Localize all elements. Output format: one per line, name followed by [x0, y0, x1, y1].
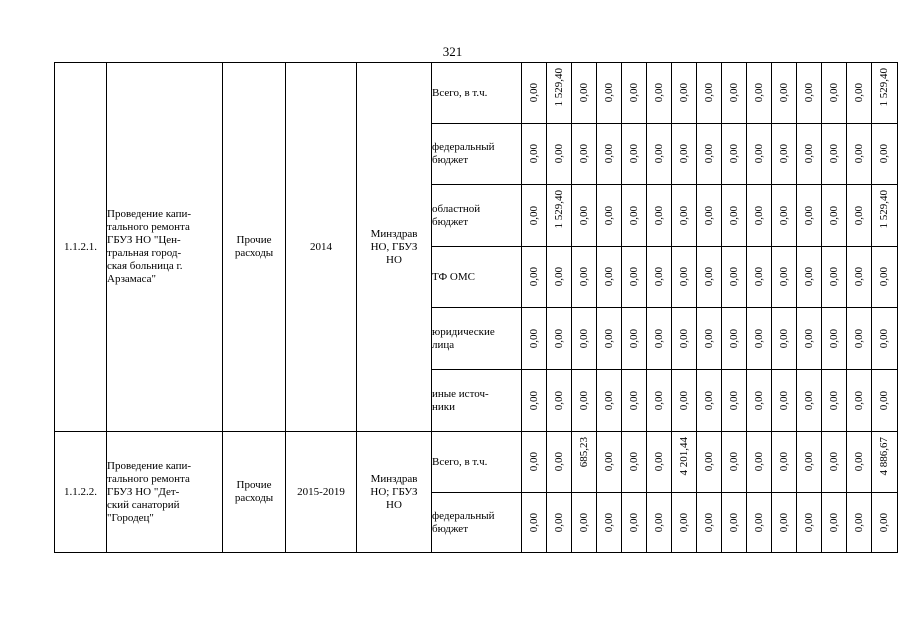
value-cell: [672, 185, 697, 247]
value-text: 0,00: [652, 205, 665, 226]
value-cell: [647, 124, 672, 185]
value-cell: [747, 185, 772, 247]
value-text: 0,00: [727, 267, 740, 287]
value-cell: [697, 124, 722, 185]
value-text: 0,00: [852, 390, 865, 411]
value-text: 0,00: [702, 452, 715, 472]
expense-type: Прочие расходы: [223, 63, 286, 432]
value-cell: [747, 432, 772, 493]
value-text: 0,00: [802, 267, 815, 287]
value-text: 0,00: [527, 452, 540, 472]
value-cell: [622, 124, 647, 185]
value-text: 0,00: [802, 83, 815, 103]
value-cell: [622, 63, 647, 124]
value-cell: [872, 185, 898, 247]
value-cell: [722, 432, 747, 493]
page-number: 321: [442, 44, 463, 59]
value-cell: [722, 370, 747, 432]
value-text: 4 886,67: [878, 436, 890, 475]
value-cell: [697, 308, 722, 370]
value-cell: [822, 63, 847, 124]
value-cell: [822, 493, 847, 553]
value-cell: [672, 63, 697, 124]
value-text: 0,00: [652, 267, 665, 287]
value-cell: [872, 370, 898, 432]
value-text: 0,00: [777, 205, 790, 226]
funding-source: областной бюджет: [432, 185, 522, 247]
value-text: 0,00: [677, 328, 690, 349]
value-cell: [872, 247, 898, 308]
value-cell: [822, 185, 847, 247]
value-cell: [772, 370, 797, 432]
value-cell: [872, 432, 898, 493]
value-text: 1 529,40: [552, 67, 565, 106]
value-cell: [522, 370, 547, 432]
value-text: 0,00: [602, 512, 615, 533]
value-text: 0,00: [627, 205, 640, 226]
value-cell: [572, 63, 597, 124]
value-text: 0,00: [802, 452, 815, 472]
funding-source: иные источ- ники: [432, 370, 522, 432]
value-cell: [547, 432, 572, 493]
value-text: 0,00: [677, 144, 690, 164]
value-text: 0,00: [577, 512, 590, 533]
value-cell: [572, 247, 597, 308]
value-cell: [797, 493, 822, 553]
item-code: 1.1.2.1.: [55, 63, 107, 432]
value-cell: [847, 493, 872, 553]
value-cell: [697, 63, 722, 124]
value-cell: [597, 493, 622, 553]
value-cell: [772, 493, 797, 553]
table-row: [55, 432, 898, 493]
value-cell: [847, 432, 872, 493]
value-cell: [847, 63, 872, 124]
value-text: 0,00: [552, 390, 565, 411]
value-cell: [747, 247, 772, 308]
item-name: Проведение капи- тального ремонта ГБУЗ НО "Цен- тральная город- ская больница г. Арзамаса": [107, 63, 223, 432]
value-cell: [572, 308, 597, 370]
value-cell: [597, 185, 622, 247]
value-text: 0,00: [677, 267, 690, 287]
value-text: 0,00: [577, 144, 590, 164]
value-text: 0,00: [852, 512, 865, 533]
value-cell: [572, 493, 597, 553]
value-cell: [672, 308, 697, 370]
value-cell: [772, 247, 797, 308]
value-cell: [772, 185, 797, 247]
value-cell: [597, 370, 622, 432]
value-cell: [647, 63, 672, 124]
value-text: 0,00: [827, 452, 840, 472]
executor: Минздрав НО, ГБУЗ НО: [357, 63, 432, 432]
value-cell: [722, 63, 747, 124]
value-text: 0,00: [777, 83, 790, 103]
table-row: [55, 63, 898, 124]
value-cell: [522, 185, 547, 247]
value-cell: [522, 124, 547, 185]
value-cell: [872, 63, 898, 124]
funding-source: Всего, в т.ч.: [432, 432, 522, 493]
value-text: 0,00: [852, 452, 865, 472]
value-text: 0,00: [702, 512, 715, 533]
value-cell: [722, 185, 747, 247]
value-cell: [522, 308, 547, 370]
value-text: 0,00: [827, 267, 840, 287]
value-cell: [747, 308, 772, 370]
value-text: 0,00: [777, 512, 790, 533]
value-cell: [647, 308, 672, 370]
value-cell: [797, 185, 822, 247]
value-text: 0,00: [577, 205, 590, 226]
value-text: 4 201,44: [677, 436, 690, 475]
value-cell: [547, 124, 572, 185]
value-cell: [697, 185, 722, 247]
value-cell: [647, 493, 672, 553]
value-text: 0,00: [727, 144, 740, 164]
value-text: 0,00: [727, 390, 740, 411]
value-cell: [622, 370, 647, 432]
value-text: 0,00: [827, 144, 840, 164]
item-code: 1.1.2.2.: [55, 432, 107, 553]
value-cell: [547, 370, 572, 432]
value-text: 0,00: [552, 144, 565, 164]
value-cell: [822, 247, 847, 308]
value-text: 0,00: [602, 205, 615, 226]
value-text: 0,00: [802, 144, 815, 164]
value-text: 685,23: [577, 436, 590, 467]
value-text: 0,00: [852, 267, 865, 287]
value-text: 0,00: [827, 328, 840, 349]
value-cell: [522, 247, 547, 308]
value-text: 0,00: [752, 267, 765, 287]
value-cell: [572, 370, 597, 432]
funding-source: Всего, в т.ч.: [432, 63, 522, 124]
value-text: 0,00: [552, 512, 565, 533]
value-cell: [547, 493, 572, 553]
value-cell: [772, 432, 797, 493]
value-text: 0,00: [777, 328, 790, 349]
value-cell: [522, 493, 547, 553]
value-text: 0,00: [777, 390, 790, 411]
value-text: 0,00: [702, 267, 715, 287]
value-cell: [847, 370, 872, 432]
value-text: 0,00: [727, 512, 740, 533]
table-body: [55, 63, 898, 553]
value-text: 0,00: [627, 512, 640, 533]
value-cell: [747, 63, 772, 124]
value-cell: [872, 124, 898, 185]
value-text: 0,00: [752, 144, 765, 164]
value-cell: [547, 308, 572, 370]
value-text: 0,00: [677, 512, 690, 533]
value-cell: [597, 308, 622, 370]
value-cell: [872, 308, 898, 370]
executor: Минздрав НО; ГБУЗ НО: [357, 432, 432, 553]
value-text: 0,00: [727, 83, 740, 103]
value-text: 0,00: [652, 144, 665, 164]
value-text: 0,00: [627, 390, 640, 411]
value-text: 0,00: [878, 328, 890, 349]
value-cell: [622, 432, 647, 493]
value-text: 0,00: [827, 390, 840, 411]
budget-table: [54, 62, 898, 553]
value-text: 1 529,40: [878, 67, 890, 106]
value-cell: [697, 493, 722, 553]
value-text: 0,00: [727, 205, 740, 226]
value-text: 0,00: [852, 328, 865, 349]
value-text: 0,00: [577, 390, 590, 411]
value-text: 0,00: [602, 83, 615, 103]
value-text: 0,00: [602, 452, 615, 472]
value-text: 1 529,40: [878, 189, 890, 228]
value-text: 0,00: [878, 267, 890, 287]
value-text: 0,00: [752, 328, 765, 349]
value-cell: [547, 63, 572, 124]
value-cell: [847, 124, 872, 185]
value-text: 0,00: [852, 144, 865, 164]
value-text: 0,00: [802, 390, 815, 411]
value-text: 0,00: [878, 390, 890, 411]
value-cell: [847, 185, 872, 247]
value-cell: [572, 124, 597, 185]
value-cell: [722, 308, 747, 370]
value-text: 0,00: [777, 144, 790, 164]
value-text: 0,00: [602, 328, 615, 349]
value-cell: [672, 124, 697, 185]
value-text: 0,00: [627, 144, 640, 164]
value-cell: [647, 247, 672, 308]
value-text: 0,00: [702, 390, 715, 411]
funding-source: федеральный бюджет: [432, 493, 522, 553]
value-cell: [722, 124, 747, 185]
value-text: 0,00: [852, 205, 865, 226]
value-cell: [522, 63, 547, 124]
value-text: 0,00: [527, 267, 540, 287]
value-cell: [672, 493, 697, 553]
value-cell: [772, 63, 797, 124]
value-cell: [797, 63, 822, 124]
value-cell: [872, 493, 898, 553]
value-cell: [597, 432, 622, 493]
value-text: 0,00: [702, 328, 715, 349]
value-cell: [797, 432, 822, 493]
value-cell: [647, 432, 672, 493]
value-text: 0,00: [752, 205, 765, 226]
value-text: 0,00: [777, 452, 790, 472]
value-cell: [797, 370, 822, 432]
value-text: 0,00: [727, 328, 740, 349]
value-text: 0,00: [827, 205, 840, 226]
value-text: 0,00: [527, 205, 540, 226]
value-text: 0,00: [527, 144, 540, 164]
value-text: 0,00: [727, 452, 740, 472]
value-cell: [747, 124, 772, 185]
value-text: 1 529,40: [552, 189, 565, 228]
funding-source: ТФ ОМС: [432, 247, 522, 308]
value-cell: [797, 308, 822, 370]
value-cell: [797, 247, 822, 308]
item-name: Проведение капи- тального ремонта ГБУЗ НО "Дет- ский санаторий "Городец": [107, 432, 223, 553]
funding-source: юридические лица: [432, 308, 522, 370]
years: 2015-2019: [286, 432, 357, 553]
value-text: 0,00: [577, 83, 590, 103]
funding-source: федеральный бюджет: [432, 124, 522, 185]
value-text: 0,00: [752, 452, 765, 472]
value-text: 0,00: [602, 390, 615, 411]
value-cell: [722, 493, 747, 553]
value-cell: [747, 493, 772, 553]
value-text: 0,00: [752, 83, 765, 103]
value-cell: [597, 124, 622, 185]
value-text: 0,00: [702, 205, 715, 226]
value-text: 0,00: [627, 267, 640, 287]
value-cell: [672, 370, 697, 432]
value-text: 0,00: [527, 390, 540, 411]
value-cell: [672, 247, 697, 308]
value-cell: [597, 63, 622, 124]
value-text: 0,00: [878, 144, 890, 164]
value-text: 0,00: [552, 328, 565, 349]
value-cell: [822, 432, 847, 493]
value-text: 0,00: [527, 512, 540, 533]
value-text: 0,00: [827, 83, 840, 103]
value-text: 0,00: [752, 390, 765, 411]
value-text: 0,00: [577, 328, 590, 349]
value-text: 0,00: [627, 83, 640, 103]
value-text: 0,00: [802, 205, 815, 226]
value-cell: [847, 308, 872, 370]
value-text: 0,00: [827, 512, 840, 533]
value-text: 0,00: [677, 83, 690, 103]
value-cell: [822, 308, 847, 370]
value-cell: [622, 308, 647, 370]
value-text: 0,00: [627, 452, 640, 472]
value-cell: [547, 185, 572, 247]
value-text: 0,00: [527, 328, 540, 349]
value-text: 0,00: [752, 512, 765, 533]
value-cell: [697, 432, 722, 493]
value-text: 0,00: [852, 83, 865, 103]
value-cell: [847, 247, 872, 308]
value-text: 0,00: [602, 144, 615, 164]
value-text: 0,00: [878, 512, 890, 533]
value-cell: [522, 432, 547, 493]
value-cell: [797, 124, 822, 185]
expense-type: Прочие расходы: [223, 432, 286, 553]
value-cell: [622, 185, 647, 247]
value-cell: [672, 432, 697, 493]
value-cell: [622, 493, 647, 553]
years: 2014: [286, 63, 357, 432]
value-cell: [697, 370, 722, 432]
value-cell: [597, 247, 622, 308]
value-cell: [822, 370, 847, 432]
value-cell: [547, 247, 572, 308]
value-text: 0,00: [627, 328, 640, 349]
value-text: 0,00: [652, 390, 665, 411]
value-cell: [622, 247, 647, 308]
value-text: 0,00: [702, 144, 715, 164]
value-text: 0,00: [677, 390, 690, 411]
value-text: 0,00: [602, 267, 615, 287]
value-cell: [722, 247, 747, 308]
value-text: 0,00: [527, 83, 540, 103]
value-text: 0,00: [802, 512, 815, 533]
value-cell: [647, 185, 672, 247]
value-cell: [647, 370, 672, 432]
value-text: 0,00: [652, 83, 665, 103]
value-text: 0,00: [577, 267, 590, 287]
value-text: 0,00: [802, 328, 815, 349]
value-text: 0,00: [652, 512, 665, 533]
value-cell: [572, 432, 597, 493]
value-cell: [822, 124, 847, 185]
value-text: 0,00: [702, 83, 715, 103]
value-cell: [772, 308, 797, 370]
value-text: 0,00: [552, 267, 565, 287]
value-cell: [747, 370, 772, 432]
value-text: 0,00: [552, 452, 565, 472]
value-cell: [772, 124, 797, 185]
value-cell: [697, 247, 722, 308]
value-text: 0,00: [677, 205, 690, 226]
value-text: 0,00: [777, 267, 790, 287]
value-text: 0,00: [652, 452, 665, 472]
value-text: 0,00: [652, 328, 665, 349]
value-cell: [572, 185, 597, 247]
